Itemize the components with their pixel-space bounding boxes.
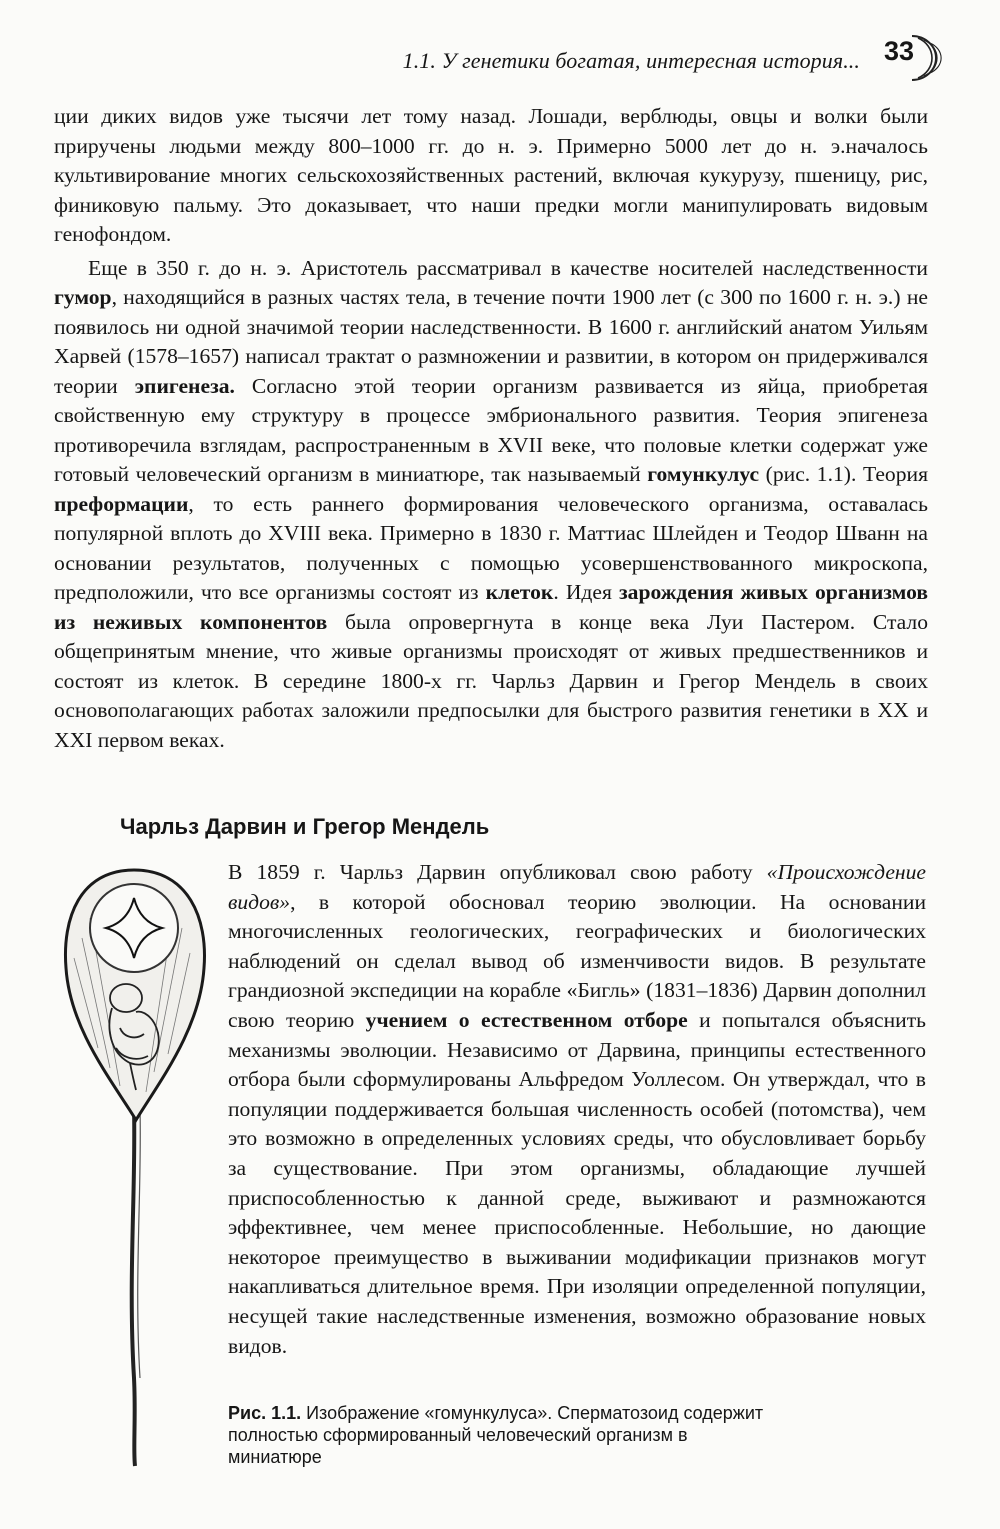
text-run: Еще в 350 г. до н. э. Аристотель рассматривал в качестве носителей наследственности	[88, 255, 928, 280]
homunculus-figure	[50, 858, 220, 1470]
page-number-badge	[876, 32, 948, 84]
term-cells: клеток	[485, 580, 554, 604]
figure-caption	[228, 1402, 768, 1468]
page-number: 33	[883, 36, 915, 66]
figure-label: Рис. 1.1.	[228, 1403, 302, 1423]
text-run: и попытался объяснить механизмы эволюции. Независимо от Дарвина, принципы естественного отбора были сформулированы Альфредом Уоллесом. Он утверждал, что в популяции поддерживается большая численность особей (потомства), чем это возможно в определенных условиях среды, что обусловливает борьбу за существование. При этом организмы, обладающие лучшей приспособленностью к данной среде, выживают и размножаются эффективнее, чем менее приспособленные. Небольшие, но дающие некоторое преимущество в выживании модификации признаков могут накапливаться длительное время. При изоляции определенной популяции, несущей такие наследственные изменения, возможно образование новых видов.	[228, 1007, 926, 1358]
section-heading: Чарльз Дарвин и Грегор Мендель	[120, 814, 490, 839]
paragraph-2	[54, 254, 928, 756]
homunculus-illustration	[50, 858, 220, 1470]
page-header	[0, 28, 1000, 88]
term-homunculus: гомункулус	[647, 462, 760, 486]
text-run: . Идея	[553, 580, 619, 604]
running-title: 1.1. У генетики богатая, интересная история...	[402, 48, 860, 73]
paragraph-1: ции диких видов уже тысячи лет тому назад. Лошади, верблюды, овцы и волки были приручены людьми между 800–1000 гг. до н. э. Примерно 5000 лет до н. э.началось культивирование многих сельскохозяйственных растений, включая кукурузу, пшеницу, рис, финиковую пальму. Это доказывает, что наши предки могли манипулировать видовым генофондом.	[54, 104, 928, 246]
book-title: «Происхождение видов»	[228, 860, 926, 914]
text-run: , то есть раннего формирования человеческого организма, оставалась популярной вплоть до XVIII века. Примерно в 1830 г. Маттиас Шлейден и Теодор Шванн на основании результатов, полученных с помощью усовершенствованного микроскопа, предположили, что все организмы состоят из	[54, 491, 928, 604]
figure-caption-text: Изображение «гомункулуса». Сперматозоид содержит полностью сформированный человеческий организм в миниатюре	[228, 1403, 764, 1467]
text-run: была опровергнута в конце века Луи Пастером. Стало общепринятым мнение, что живые организмы происходят от живых предшественников и состоят из клеток. В середине 1800-х гг. Чарльз Дарвин и Грегор Мендель в своих основополагающих работах заложили предпосылки для быстрого развития генетики в XX и XXI первом веках.	[54, 609, 928, 752]
term-spontaneous-generation: зарождения живых организмов из неживых компонентов	[54, 580, 928, 634]
section-paragraph	[228, 858, 926, 1361]
term-epigenesis: эпигенеза.	[134, 373, 235, 398]
text-run: Согласно этой теории организм развивается из яйца, приобретая свойственную ему структуру в процессе эмбрионального развития. Теория эпигенеза противоречила взглядам, распространенным в XVII веке, что половые клетки содержат уже готовый человеческий организм в миниатюре, так называемый	[54, 373, 928, 486]
term-natural-selection: учением о естественном отборе	[365, 1007, 688, 1032]
text-run: , в которой обосновал теорию эволюции. На основании многочисленных геологических, географических и биологических наблюдений он сделал вывод об изменчивости видов. В результате грандиозной экспедиции на корабле «Бигль» (1831–1836) Дарвин дополнил свою теорию	[228, 889, 926, 1032]
text-run: , находящийся в разных частях тела, в течение почти 1900 лет (с 300 по 1600 г. н. э.) не появилось ни одной значимой теории наследственности. В 1600 г. английский анатом Уильям Харвей (1578–1657) написал трактат о размножении и развитии, в котором он придерживался теории	[54, 285, 928, 398]
text-run: В 1859 г. Чарльз Дарвин опубликовал свою работу	[228, 860, 767, 884]
body-text	[54, 102, 928, 755]
section-text	[228, 858, 926, 1361]
text-run: (рис. 1.1). Теория	[759, 462, 928, 486]
term-preformation: преформации	[54, 491, 189, 516]
term-humor: гумор	[54, 285, 112, 309]
